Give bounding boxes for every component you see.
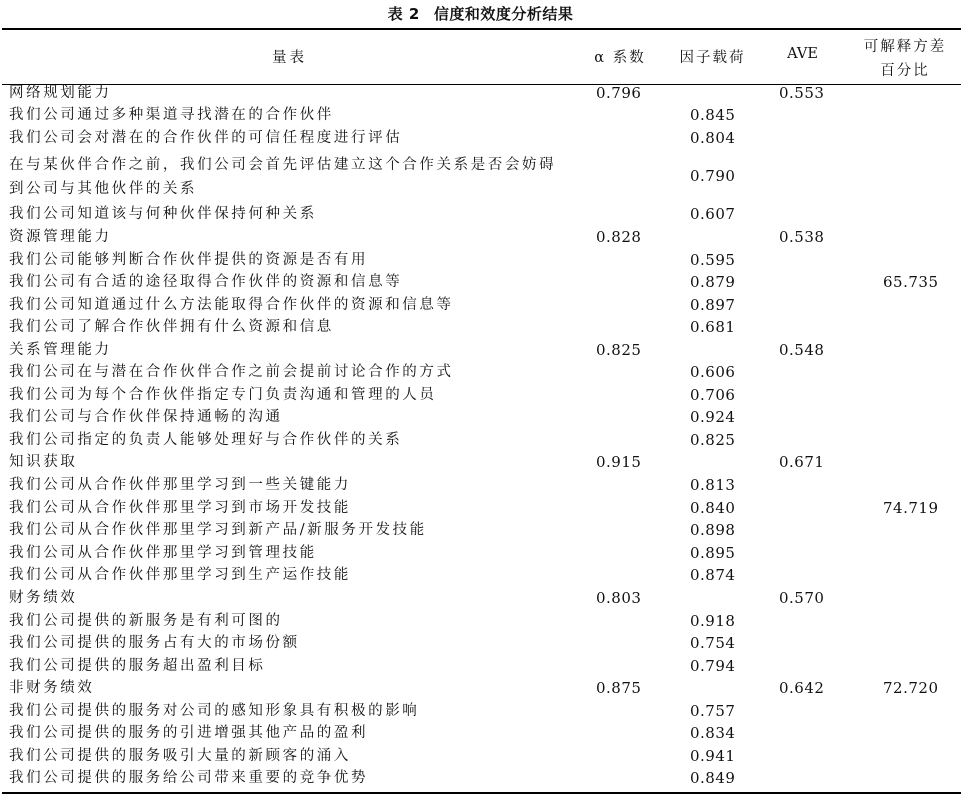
top-rule (2, 28, 961, 30)
header-factor-loading: 因子载荷 (679, 50, 746, 66)
alpha-value: 0.828 (596, 228, 642, 246)
ave-value: 0.548 (779, 341, 825, 359)
scale-item: 我们公司提供的服务对公司的感知形象具有积极的影响 (9, 703, 420, 719)
scale-item: 我们公司提供的服务占有大的市场份额 (9, 635, 300, 651)
factor-loading-value: 0.825 (690, 431, 736, 449)
explained-variance-value: 74.719 (883, 499, 939, 517)
header-alpha: α 系数 (594, 50, 646, 66)
ave-value: 0.553 (779, 84, 825, 102)
factor-loading-value: 0.681 (690, 318, 736, 336)
factor-loading-value: 0.895 (690, 544, 736, 562)
scale-item: 我们公司从合作伙伴那里学习到生产运作技能 (9, 567, 351, 583)
scale-item: 我们公司从合作伙伴那里学习到新产品/新服务开发技能 (9, 522, 427, 538)
scale-item: 知识获取 (9, 454, 78, 470)
scale-item: 我们公司提供的服务的引进增强其他产品的盈利 (9, 725, 369, 741)
factor-loading-value: 0.898 (690, 521, 736, 539)
scale-item: 我们公司有合适的途径取得合作伙伴的资源和信息等 (9, 274, 403, 290)
factor-loading-value: 0.754 (690, 634, 736, 652)
factor-loading-value: 0.790 (690, 167, 736, 185)
scale-item: 我们公司了解合作伙伴拥有什么资源和信息 (9, 319, 334, 335)
ave-value: 0.671 (779, 453, 825, 471)
scale-item: 关系管理能力 (9, 342, 112, 358)
alpha-value: 0.825 (596, 341, 642, 359)
header-explained-variance-line1: 可解释方差 (863, 39, 947, 55)
table-caption (0, 3, 961, 24)
explained-variance-value: 65.735 (883, 273, 939, 291)
scale-item: 我们公司提供的服务超出盈利目标 (9, 658, 266, 674)
factor-loading-value: 0.941 (690, 747, 736, 765)
scale-item: 网络规划能力 (9, 85, 112, 101)
factor-loading-value: 0.879 (690, 273, 736, 291)
scale-item: 我们公司知道该与何种伙伴保持何种关系 (9, 206, 317, 222)
factor-loading-value: 0.607 (690, 205, 736, 223)
scale-item: 我们公司通过多种渠道寻找潜在的合作伙伴 (9, 107, 334, 123)
factor-loading-value: 0.804 (690, 129, 736, 147)
scale-item: 我们公司从合作伙伴那里学习到市场开发技能 (9, 500, 351, 516)
scale-item: 我们公司知道通过什么方法能取得合作伙伴的资源和信息等 (9, 297, 454, 313)
scale-item: 我们公司提供的服务吸引大量的新顾客的涌入 (9, 748, 351, 764)
ave-value: 0.538 (779, 228, 825, 246)
factor-loading-value: 0.813 (690, 476, 736, 494)
alpha-value: 0.796 (596, 84, 642, 102)
factor-loading-value: 0.595 (690, 251, 736, 269)
factor-loading-value: 0.794 (690, 657, 736, 675)
scale-item: 我们公司从合作伙伴那里学习到管理技能 (9, 545, 317, 561)
header-scale: 量表 (272, 50, 307, 66)
header-explained-variance (855, 35, 955, 83)
factor-loading-value: 0.897 (690, 296, 736, 314)
factor-loading-value: 0.924 (690, 408, 736, 426)
header-explained-variance-line2: 百分比 (880, 63, 930, 79)
ave-value: 0.642 (779, 679, 825, 697)
factor-loading-value: 0.918 (690, 612, 736, 630)
scale-item: 资源管理能力 (9, 229, 112, 245)
alpha-value: 0.803 (596, 589, 642, 607)
header-ave: AVE (787, 46, 818, 62)
scale-item: 非财务绩效 (9, 680, 95, 696)
scale-item: 我们公司提供的新服务是有利可图的 (9, 613, 283, 629)
factor-loading-value: 0.849 (690, 769, 736, 787)
scale-item: 在与某伙伴合作之前，我们公司会首先评估建立这个合作关系是否会妨碍到公司与其他伙伴的关系 (9, 157, 557, 197)
bottom-rule (2, 792, 961, 794)
alpha-value: 0.875 (596, 679, 642, 697)
scale-item: 我们公司提供的服务给公司带来重要的竞争优势 (9, 770, 369, 786)
factor-loading-value: 0.874 (690, 566, 736, 584)
factor-loading-value: 0.757 (690, 702, 736, 720)
scale-item: 我们公司能够判断合作伙伴提供的资源是否有用 (9, 252, 369, 268)
explained-variance-value: 72.720 (883, 679, 939, 697)
scale-item: 我们公司会对潜在的合作伙伴的可信任程度进行评估 (9, 130, 403, 146)
scale-item: 财务绩效 (9, 590, 78, 606)
factor-loading-value: 0.845 (690, 106, 736, 124)
scale-item: 我们公司为每个合作伙伴指定专门负责沟通和管理的人员 (9, 387, 437, 403)
factor-loading-value: 0.840 (690, 499, 736, 517)
ave-value: 0.570 (779, 589, 825, 607)
scale-item: 我们公司指定的负责人能够处理好与合作伙伴的关系 (9, 432, 403, 448)
scale-item: 我们公司与合作伙伴保持通畅的沟通 (9, 409, 283, 425)
factor-loading-value: 0.606 (690, 363, 736, 381)
scale-item: 我们公司从合作伙伴那里学习到一些关键能力 (9, 477, 351, 493)
alpha-value: 0.915 (596, 453, 642, 471)
table-number: 表 2 (387, 5, 420, 23)
table-title: 信度和效度分析结果 (433, 5, 574, 23)
scale-item: 我们公司在与潜在合作伙伴合作之前会提前讨论合作的方式 (9, 364, 454, 380)
factor-loading-value: 0.834 (690, 724, 736, 742)
factor-loading-value: 0.706 (690, 386, 736, 404)
